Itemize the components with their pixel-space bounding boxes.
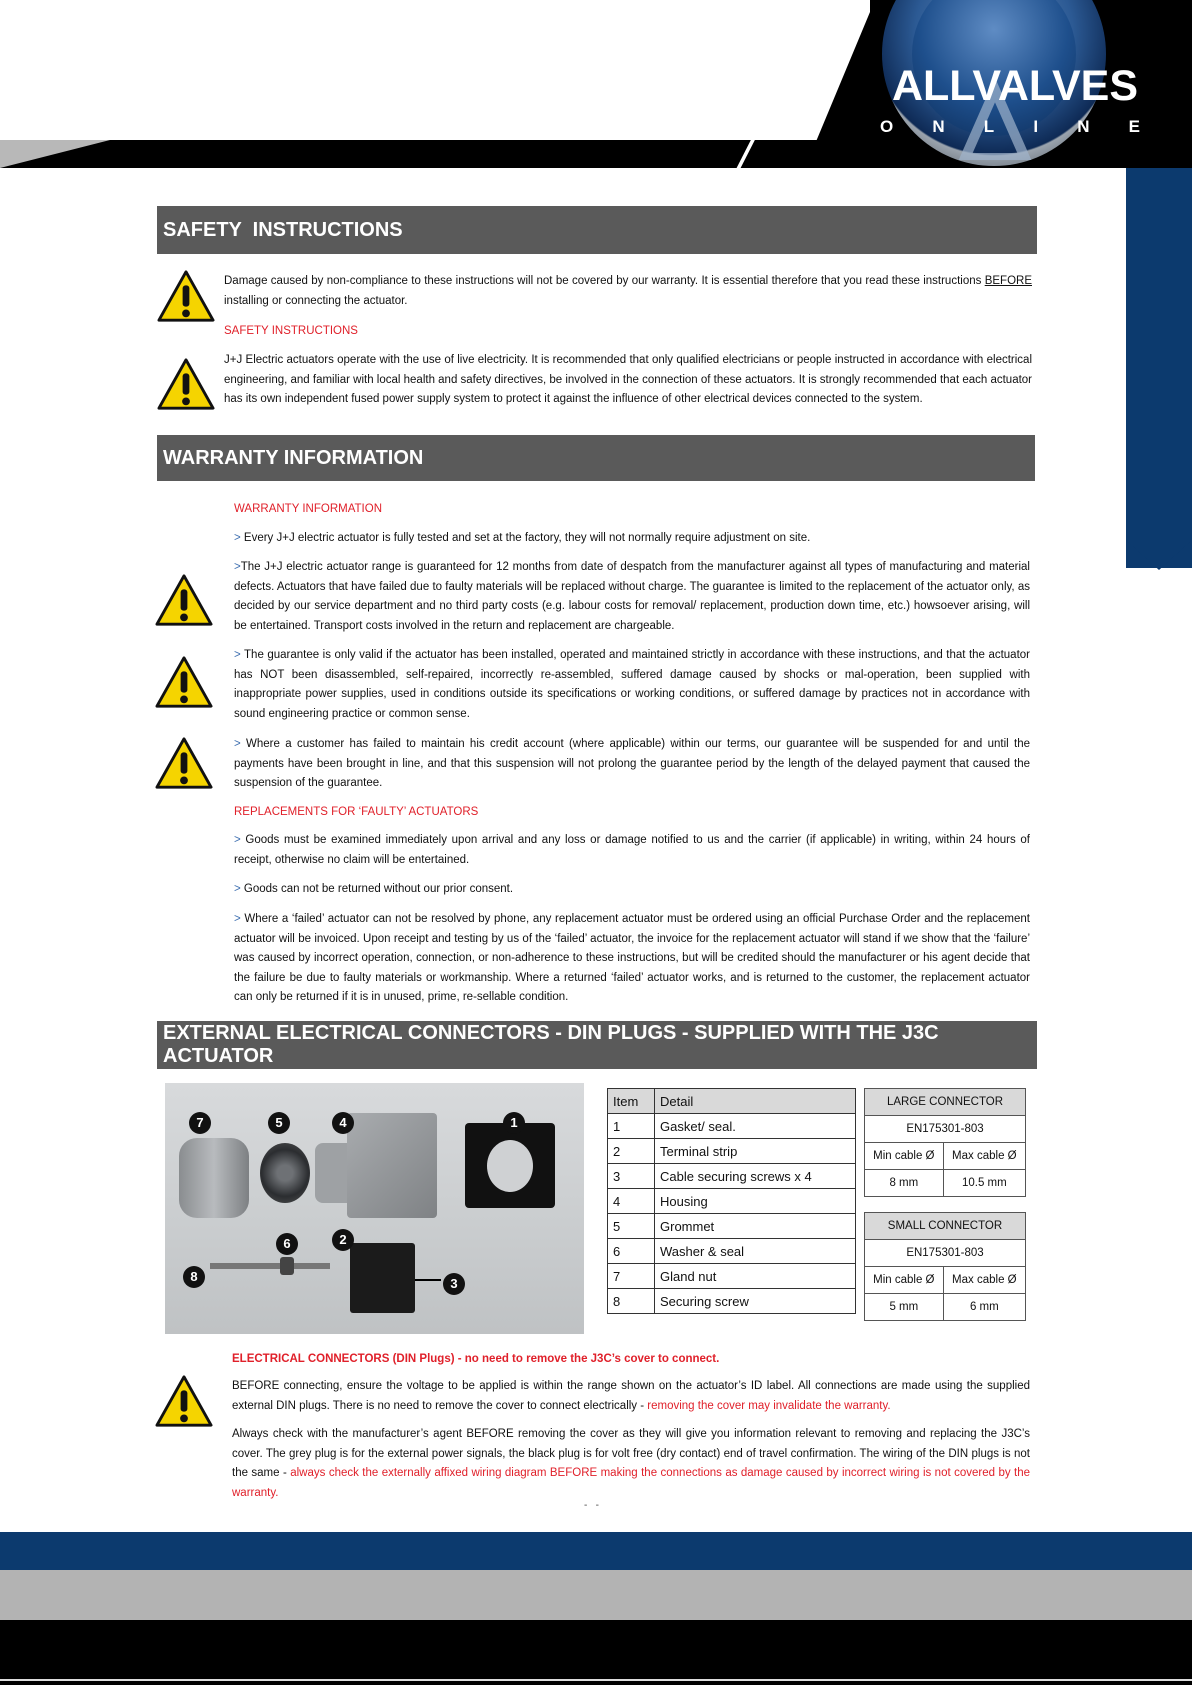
table-cell: 6 mm	[943, 1294, 1025, 1321]
table-cell: Min cable Ø	[865, 1143, 944, 1170]
connectors-subhead: ELECTRICAL CONNECTORS (DIN Plugs) - no need to remove the J3C’s cover to connect.	[232, 1353, 720, 1365]
warranty-item-2	[234, 558, 1030, 636]
small-connector-table	[864, 1212, 1026, 1321]
large-connector-table	[864, 1088, 1026, 1197]
photo-label: 1	[503, 1112, 525, 1134]
warning-icon	[157, 268, 215, 324]
table-cell: 6	[608, 1239, 655, 1264]
page-marks: - -	[584, 1500, 599, 1511]
washer-shape	[280, 1257, 294, 1275]
text: Where a customer has failed to maintain his credit account (where applicable) within our terms, our guarantee will be suspended for and until the payments have been brought in line, and that this suspension will not prolong the guarantee period by the length of the delayed payment that caused the suspension of the guarantee.	[234, 738, 1030, 789]
table-cell: 10.5 mm	[943, 1170, 1025, 1197]
footer-gray-band	[0, 1570, 1192, 1620]
table-cell: 3	[608, 1164, 655, 1189]
table-header: SMALL CONNECTOR	[865, 1213, 1026, 1240]
replacement-item-1	[234, 831, 1030, 870]
table-cell: Gasket/ seal.	[655, 1114, 856, 1139]
logo-letter: L	[983, 117, 995, 136]
table-header: Detail	[655, 1089, 856, 1114]
photo-label: 5	[268, 1112, 290, 1134]
grommet-shape	[260, 1143, 310, 1203]
logo-text: ALLVALVES	[891, 62, 1139, 110]
safety-paragraph-2: J+J Electric actuators operate with the use of live electricity. It is recommended that only qualified electricians or people instructed in accordance with electrical engineering, and familiar with local health and safety directives, be involved in the connection of these actuators. It is strongly recommended that each actuator has its own independent fused power supply system to protect it against the influence of other electrical devices connected to the system.	[224, 354, 1033, 405]
logo-subtext	[880, 116, 1140, 138]
section-title: EXTERNAL ELECTRICAL CONNECTORS - DIN PLUGS - SUPPLIED WITH THE J3C ACTUATOR	[163, 1022, 939, 1067]
warranty-item-3	[234, 646, 1030, 724]
housing-shape	[347, 1113, 437, 1218]
section-header-safety	[157, 206, 1037, 254]
bullet-prefix: >	[234, 532, 241, 544]
photo-label: 3	[443, 1273, 465, 1295]
table-row	[608, 1239, 856, 1264]
table-row	[608, 1139, 856, 1164]
photo-label: 2	[332, 1229, 354, 1251]
bullet-prefix: >	[234, 738, 241, 750]
table-header: Item	[608, 1089, 655, 1114]
safety-subhead: SAFETY INSTRUCTIONS	[224, 325, 358, 337]
terminal-strip-shape	[350, 1243, 415, 1313]
table-cell: 1	[608, 1114, 655, 1139]
table-row	[608, 1189, 856, 1214]
text: Where a ‘failed’ actuator can not be resolved by phone, any replacement actuator must be ordered using an official Purchase Order and the replacement actuator will be invoiced. Upon receipt and testing by us of the ‘failed’ actuator, the invoice for the replacement actuator will stand if we show that the ‘failure’ was caused by incorrect operation, connection, or non-adherence to these instructions, but will be credited should the manufacturer or his agent decide that the failure be due to faulty materials or workmanship. Where a returned ‘failed’ actuator works, and is returned to the customer, the replacement actuator can only be returned if it is in unused, prime, re-sellable condition.	[234, 913, 1030, 1003]
section-header-connectors	[157, 1021, 1037, 1069]
logo-letter: N	[932, 117, 945, 136]
table-cell: Max cable Ø	[943, 1143, 1025, 1170]
side-tab	[1126, 168, 1192, 568]
warning-text: removing the cover may invalidate the warranty.	[647, 1399, 891, 1412]
replacements-subhead: REPLACEMENTS FOR ‘FAULTY’ ACTUATORS	[234, 806, 479, 818]
arrow-line	[415, 1279, 441, 1281]
table-cell: Gland nut	[655, 1264, 856, 1289]
table-cell: 7	[608, 1264, 655, 1289]
text: The guarantee is only valid if the actuator has been installed, operated and maintained strictly in accordance with these instructions, and that the actuator has NOT been disassembled, self-repaired, incorrectly re-assembled, suffered damage caused by shocks or mal-operation, been supplied with inappropriate power supplies, used in conditions outside its specifications or working conditions, or suffered damage by practices not in accordance with sound engineering practice or common sense.	[234, 649, 1030, 720]
gland-nut-shape	[179, 1138, 249, 1218]
logo-letter: I	[1033, 117, 1039, 136]
bullet-prefix: >	[234, 561, 241, 573]
text: The J+J electric actuator range is guaranteed for 12 months from date of despatch from the manufacturer against all types of manufacturing and material defects. Actuators that have failed due to faulty materials will be replaced without charge. The guarantee is limited to the replacement of the actuator only, as decided by our service department and no third party costs (e.g. labour costs for removal/ replacement, production down time, etc.) howsoever arising, will be entertained. Transport costs involved in the return and replacement are chargeable.	[234, 561, 1030, 632]
table-cell: Housing	[655, 1189, 856, 1214]
table-cell: Securing screw	[655, 1289, 856, 1314]
photo-label: 8	[183, 1266, 205, 1288]
section-title: SAFETY INSTRUCTIONS	[163, 218, 403, 241]
table-row	[608, 1289, 856, 1314]
table-cell: 5	[608, 1214, 655, 1239]
items-table	[607, 1088, 856, 1314]
section-title: WARRANTY INFORMATION	[163, 446, 424, 469]
logo-letter: O	[880, 117, 894, 136]
table-cell: Min cable Ø	[865, 1267, 944, 1294]
table-cell: Terminal strip	[655, 1139, 856, 1164]
footer-line	[0, 1679, 1192, 1681]
table-cell: Washer & seal	[655, 1239, 856, 1264]
side-tab-tip	[1126, 540, 1192, 570]
table-cell: 8 mm	[865, 1170, 944, 1197]
table-cell: 2	[608, 1139, 655, 1164]
bullet-prefix: >	[234, 649, 241, 661]
footer-black-band	[0, 1620, 1192, 1685]
connectors-paragraph-1	[232, 1377, 1030, 1416]
warning-icon	[157, 356, 215, 412]
table-row	[608, 1114, 856, 1139]
logo-letter: E	[1128, 117, 1140, 136]
warranty-item-4	[234, 735, 1030, 794]
replacement-item-3	[234, 910, 1030, 1008]
warning-icon	[155, 735, 213, 791]
table-cell: 5 mm	[865, 1294, 944, 1321]
bullet-prefix: >	[234, 913, 241, 925]
replacement-item-2	[234, 880, 1030, 900]
warning-icon	[155, 654, 213, 710]
footer-blue-band	[0, 1532, 1192, 1570]
table-header-row	[608, 1089, 856, 1114]
table-row	[608, 1164, 856, 1189]
warning-icon	[155, 1373, 213, 1429]
table-row	[608, 1214, 856, 1239]
bullet-prefix: >	[234, 883, 241, 895]
header-wedge	[0, 140, 110, 168]
safety-paragraph-1	[224, 272, 1032, 311]
warranty-item-1	[234, 529, 1030, 549]
photo-label: 6	[276, 1233, 298, 1255]
warranty-subhead: WARRANTY INFORMATION	[234, 503, 383, 515]
text: Every J+J electric actuator is fully tested and set at the factory, they will not normally require adjustment on site.	[240, 532, 811, 544]
text: BEFORE connecting, ensure the voltage to be applied is within the range shown on the actuator’s ID label. All connections are made using the supplied external DIN plugs. There is no need to remove the cover to connect electrically -	[232, 1380, 1030, 1412]
connectors-paragraph-2	[232, 1425, 1030, 1503]
screw-shape	[210, 1263, 330, 1269]
text: installing or connecting the actuator.	[224, 294, 408, 307]
text: Damage caused by non-compliance to these instructions will not be covered by our warranty. It is essential therefore that you read these instructions	[224, 275, 985, 287]
table-header: LARGE CONNECTOR	[865, 1089, 1026, 1116]
table-cell: EN175301-803	[865, 1240, 1026, 1267]
table-cell: Cable securing screws x 4	[655, 1164, 856, 1189]
bullet-prefix: >	[234, 834, 241, 846]
section-header-warranty	[157, 435, 1035, 481]
text: Goods must be examined immediately upon arrival and any loss or damage notified to us and the carrier (if applicable) in writing, within 24 hours of receipt, otherwise no claim will be entertained.	[234, 834, 1030, 866]
text: Always check with the manufacturer’s agent BEFORE removing the cover as they will give you information relevant to removing and replacing the J3C’s cover. The grey plug is for the external power signals, the black plug is for volt free (dry contact) end of travel confirmation. The wiring of the DIN plugs is not the same -	[232, 1428, 1030, 1479]
warning-text: always check the externally affixed wiring diagram BEFORE making the connections as damage caused by incorrect wiring is not covered by the warranty.	[232, 1467, 1031, 1499]
gasket-hole-shape	[487, 1140, 533, 1192]
warning-icon	[155, 572, 213, 628]
table-cell: 4	[608, 1189, 655, 1214]
photo-label: 4	[332, 1112, 354, 1134]
table-cell: Max cable Ø	[943, 1267, 1025, 1294]
table-cell: Grommet	[655, 1214, 856, 1239]
table-row	[608, 1264, 856, 1289]
table-cell: EN175301-803	[865, 1116, 1026, 1143]
photo-label: 7	[189, 1112, 211, 1134]
underline-text: BEFORE	[984, 275, 1032, 287]
connector-parts-photo	[165, 1083, 584, 1334]
logo-letter: N	[1077, 117, 1090, 136]
table-cell: 8	[608, 1289, 655, 1314]
text: Goods can not be returned without our prior consent.	[240, 883, 514, 895]
